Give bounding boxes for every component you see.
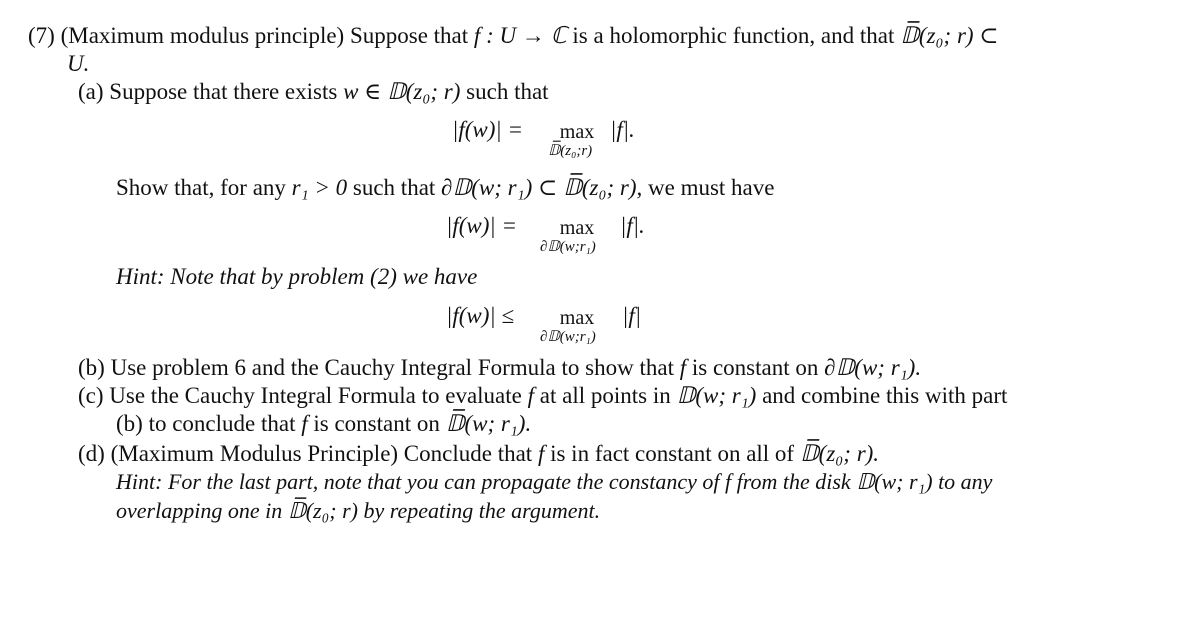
- part-d-hint-1: Hint: For the last part, note that you can propagate the constancy of f from the disk: [116, 469, 851, 494]
- part-c-text-1: Use the Cauchy Integral Formula to evaluate: [109, 383, 528, 408]
- eq3-max-operator: max: [559, 307, 595, 329]
- part-a-show-text-1: Show that, for any: [116, 175, 292, 200]
- problem-intro-line-2: U.: [67, 51, 90, 76]
- part-b-math-1: f: [679, 355, 687, 380]
- part-c-text-2: at all points in: [534, 383, 677, 408]
- eq1-max-operator: max: [559, 121, 595, 143]
- part-d-math-1: f: [537, 441, 545, 466]
- eq1-rhs: |f|.: [610, 117, 635, 142]
- part-b-math-2: ∂𝔻(w; r₁).: [824, 355, 922, 380]
- problem-intro-text-1: Suppose that: [349, 23, 474, 48]
- part-b-text-2: is constant on: [686, 355, 825, 380]
- eq3-max-subscript: ∂𝔻(w;r₁): [540, 329, 596, 345]
- part-a-show-math-1: r₁ > 0: [291, 175, 348, 200]
- part-d-label: (d): [78, 441, 105, 466]
- eq1-lhs: |f(w)| =: [452, 117, 523, 142]
- part-c-math-2: 𝔻(w; r₁): [676, 383, 757, 408]
- part-a-label: (a): [78, 79, 104, 104]
- part-c-text-3: and combine this with part: [756, 383, 1008, 408]
- part-a-math-1: w ∈ 𝔻(z₀; r): [343, 79, 461, 104]
- problem-intro-line-1: [28, 22, 999, 50]
- part-c-math-3: f: [301, 411, 308, 436]
- part-c-text-4: (b) to conclude that: [116, 411, 302, 436]
- part-d-hint-math-2: 𝔻̅(z₀; r): [287, 498, 358, 523]
- eq3-rhs: |f|: [622, 303, 642, 328]
- part-a-show-line: [116, 174, 774, 202]
- problem-intro-math-map: : U → ℂ: [480, 23, 573, 48]
- part-d-line-1: [78, 440, 879, 468]
- part-a-hint: Hint: Note that by problem (2) we have: [116, 264, 478, 289]
- part-d-hint-4: by repeating the argument.: [357, 498, 601, 523]
- part-c-line-2: [116, 410, 531, 438]
- part-d-hint-line-2: [116, 497, 600, 525]
- problem-number: (7): [28, 23, 55, 48]
- eq2-max-subscript: ∂𝔻(w;r₁): [540, 239, 596, 255]
- part-d-text-1: (Maximum Modulus Principle) Conclude that: [110, 441, 538, 466]
- eq1-max-subscript: 𝔻̅(z₀;r): [548, 143, 593, 159]
- part-a-line-1: [78, 78, 549, 106]
- part-a-show-text-2: such that: [347, 175, 442, 200]
- part-c-label: (c): [78, 383, 104, 408]
- part-d-hint-3: overlapping one in: [116, 498, 288, 523]
- equation-1: [452, 117, 523, 143]
- part-b-line: [78, 354, 921, 382]
- part-d-hint-2: to any: [938, 469, 993, 494]
- part-b-label: (b): [78, 355, 105, 380]
- part-d-math-2: 𝔻̅(z₀; r).: [799, 441, 880, 466]
- eq2-max-operator: max: [559, 217, 595, 239]
- eq3-lhs: |f(w)| ≤: [446, 303, 515, 328]
- problem-intro-math-f: f: [473, 23, 481, 48]
- part-a-show-text-3: we must have: [642, 175, 775, 200]
- eq2-lhs: |f(w)| =: [446, 213, 517, 238]
- part-c-math-1: f: [527, 383, 535, 408]
- eq2-rhs: |f|.: [620, 213, 645, 238]
- part-c-math-4: 𝔻̅(w; r₁).: [445, 411, 532, 436]
- problem-title: (Maximum modulus principle): [60, 23, 345, 48]
- part-c-line-1: [78, 382, 1007, 410]
- part-a-show-math-2: ∂𝔻(w; r₁) ⊂ 𝔻̅(z₀; r),: [441, 175, 643, 200]
- part-a-text-1: Suppose that there exists: [109, 79, 344, 104]
- part-a-text-2: such that: [460, 79, 549, 104]
- problem-intro-text-2: is a holomorphic function, and that: [572, 23, 901, 48]
- part-d-hint-line-1: [116, 468, 992, 496]
- problem-intro-math-disk: 𝔻̅(z₀; r) ⊂: [900, 23, 999, 48]
- part-c-text-5: is constant on: [307, 411, 446, 436]
- part-d-hint-math: 𝔻(w; r₁): [856, 469, 933, 494]
- part-b-text-1: Use problem 6 and the Cauchy Integral Formula to show that: [110, 355, 680, 380]
- part-d-text-2: is in fact constant on all of: [544, 441, 800, 466]
